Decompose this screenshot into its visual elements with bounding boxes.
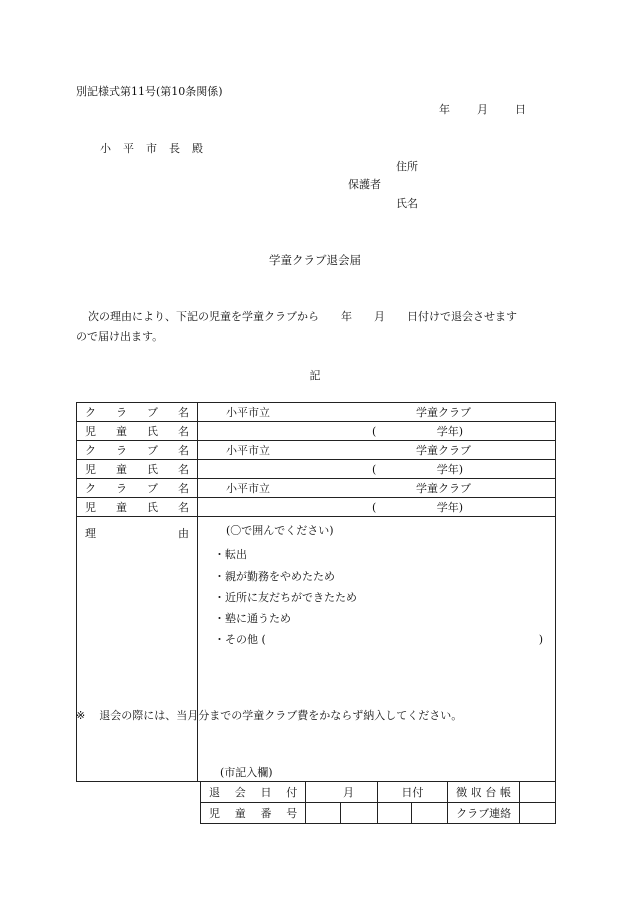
child-name-field[interactable]: ( 学年) [198, 422, 556, 441]
withdraw-day-field[interactable]: 日付 [377, 782, 447, 803]
reason-label: 理 由 [77, 517, 198, 782]
child-label: 児 童 氏 名 [77, 460, 198, 479]
addressee: 小平市長殿 [100, 142, 215, 155]
reason-row [77, 517, 556, 782]
reason-option-friends[interactable]: ・近所に友だちができたため [214, 591, 357, 604]
withdraw-month-field[interactable]: 月 [306, 782, 377, 803]
reason-field[interactable] [198, 517, 556, 782]
child-number-digit[interactable] [411, 803, 447, 824]
child-row [77, 498, 556, 517]
reason-option-parent-quit[interactable]: ・親が勤務をやめたため [214, 570, 335, 583]
club-contact-label: ク ラ ブ 連 絡 [448, 803, 520, 824]
ki-heading: 記 [309, 369, 321, 382]
child-number-label: 児 童 番 号 [201, 803, 306, 824]
club-contact-field[interactable] [520, 803, 556, 824]
body-text-line2: ので届け出ます。 [76, 330, 164, 343]
child-number-digit[interactable] [306, 803, 341, 824]
withdraw-date-label: 退 会 日 付 [201, 782, 306, 803]
body-month: 月 [374, 310, 385, 323]
club-label: ク ラ ブ 名 [77, 441, 198, 460]
club-row [77, 403, 556, 422]
club-label: ク ラ ブ 名 [77, 479, 198, 498]
notice-mark: ※ [76, 709, 86, 722]
fee-ledger-field[interactable] [520, 782, 556, 803]
office-row [201, 782, 556, 803]
body-text-a: 次の理由により、下記の児童を学童クラブから [88, 310, 319, 323]
fee-ledger-label: 徴 収 台 帳 [448, 782, 520, 803]
reason-other-close: ) [538, 633, 543, 646]
club-label: ク ラ ブ 名 [77, 403, 198, 422]
reason-option-cram-school[interactable]: ・塾に通うため [214, 612, 291, 625]
child-number-digit[interactable] [341, 803, 378, 824]
child-row [77, 422, 556, 441]
club-name-field[interactable]: 小平市立 学童クラブ [198, 403, 556, 422]
guardian-label: 保護者 [348, 178, 381, 191]
body-year: 年 [341, 310, 352, 323]
name-label: 氏名 [396, 197, 418, 210]
reason-option-other[interactable]: ・その他 ( [214, 633, 266, 646]
date-day: 日 [515, 103, 526, 116]
office-row [201, 803, 556, 824]
details-table [76, 402, 556, 782]
child-row [77, 460, 556, 479]
office-use-table [200, 781, 556, 824]
notice-text: 退会の際には、当月分までの学童クラブ費をかならず納入してください。 [99, 709, 463, 722]
office-use-caption: (市記入欄) [220, 766, 273, 779]
club-row [77, 441, 556, 460]
child-label: 児 童 氏 名 [77, 422, 198, 441]
club-row [77, 479, 556, 498]
body-text-line1 [88, 311, 517, 322]
child-name-field[interactable]: ( 学年) [198, 498, 556, 517]
form-number: 別記様式第11号(第10条関係) [76, 85, 223, 98]
address-label: 住所 [396, 160, 418, 173]
club-name-field[interactable]: 小平市立 学童クラブ [198, 479, 556, 498]
club-name-field[interactable]: 小平市立 学童クラブ [198, 441, 556, 460]
reason-option-move[interactable]: ・転出 [214, 548, 247, 561]
child-number-digit[interactable] [377, 803, 411, 824]
document-title: 学童クラブ退会届 [269, 253, 361, 267]
reason-note: (〇で囲んでください) [226, 524, 334, 537]
child-name-field[interactable]: ( 学年) [198, 460, 556, 479]
date-year: 年 [439, 103, 450, 116]
notice [76, 710, 462, 721]
child-label: 児 童 氏 名 [77, 498, 198, 517]
date-month: 月 [477, 103, 488, 116]
body-text-b: 日付けで退会させます [407, 310, 517, 323]
date-line [439, 104, 526, 115]
